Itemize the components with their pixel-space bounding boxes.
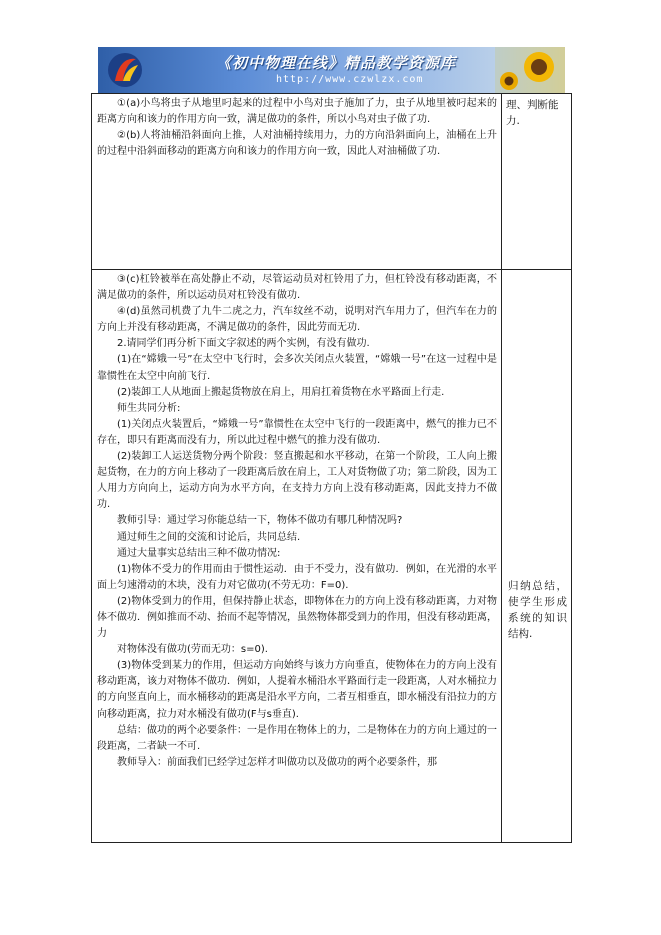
- table-row: [92, 94, 572, 270]
- paragraph: (2)物体受到力的作用，但保持静止状态，即物体在力的方向上没有移动距离，力对物体不做功．例如推而不动、抬而不起等情况，虽然物体都受到力的作用，但没有移动距离，力: [97, 595, 497, 640]
- paragraph: 通过师生之间的交流和讨论后，共同总结.: [117, 531, 301, 543]
- table-row: [92, 270, 572, 843]
- paragraph: ④(d)虽然司机费了九牛二虎之力，汽车纹丝不动，说明对汽车用力了，但汽车在力的方向上并没有移动距离，不满足做功的条件，因此劳而无功.: [97, 306, 497, 334]
- paragraph: ②(b)人将油桶沿斜面向上推，人对油桶持续用力，力的方向沿斜面向上，油桶在上升的过程中沿斜面移动的距离方向和该力的作用方向一致，因此人对油桶做了功.: [97, 130, 497, 158]
- content-cell: [92, 270, 502, 843]
- side-note: 理、判断能力.: [506, 99, 559, 127]
- paragraph: (1)在“嫦娥一号”在太空中飞行时，会多次关闭点火装置，“嫦娥一号”在这一过程中是靠惯性在太空中向前飞行.: [97, 354, 497, 382]
- side-note-cell: [502, 94, 572, 270]
- paragraph: 教师引导：通过学习你能总结一下，物体不做功有哪几种情况吗?: [117, 515, 403, 527]
- paragraph: 2.请同学们再分析下面文字叙述的两个实例，有没有做功.: [117, 338, 370, 350]
- logo-icon: [106, 51, 144, 89]
- banner-title: 《初中物理在线》精品教学资源库: [216, 54, 457, 72]
- paragraph: (1)关闭点火装置后，“嫦娥一号”靠惯性在太空中飞行的一段距离中，燃气的推力已不存在，即只有距离而没有力，所以此过程中燃气的推力没有做功.: [97, 418, 497, 446]
- side-note-cell: [502, 270, 572, 843]
- paragraph: 教师导入：前面我们已经学过怎样才叫做功以及做功的两个必要条件，那: [117, 756, 437, 768]
- side-note-rest: 生形成系统的知识结构.: [508, 596, 567, 640]
- lesson-table: [91, 93, 572, 843]
- paragraph: (3)物体受到某力的作用，但运动方向始终与该力方向垂直，使物体在力的方向上没有移动距离，该力对物体不做功．例如，人提着水桶沿水平路面行走一段距离，人对水桶拉力的方向竖直向上，而水桶移动的距离是沿水平方向，二者互相垂直，即水桶没有沿拉力的方向移动距离，拉力对水桶没有做功(F与s垂直).: [97, 660, 497, 720]
- paragraph: (2)装卸工人运送货物分两个阶段：竖直搬起和水平移动，在第一个阶段，工人向上搬起货物，在力的方向上移动了一段距离后放在肩上，工人对货物做了功；第二阶段，因为工人用力方向向上，运动方向为水平方向，在支持力方向上没有移动距离，因此支持力不做功.: [97, 451, 497, 511]
- banner-url: http://www.czwlzx.com: [276, 74, 424, 85]
- side-note-first: 归纳总结，使学: [508, 580, 567, 608]
- header-banner: [98, 47, 565, 93]
- sunflower-icon: [495, 47, 565, 93]
- side-note: [502, 270, 571, 642]
- paragraph: ①(a)小鸟将虫子从地里叼起来的过程中小鸟对虫子施加了力，虫子从地里被叼起来的距离方向和该力的作用方向一致，满足做功的条件，所以小鸟对虫子做了功.: [97, 98, 497, 126]
- paragraph: 对物体没有做功(劳而无功：s=0).: [117, 644, 268, 656]
- paragraph: 师生共同分析:: [117, 402, 181, 414]
- content-cell: [92, 94, 502, 270]
- paragraph: ③(c)杠铃被举在高处静止不动，尽管运动员对杠铃用了力，但杠铃没有移动距离，不满足做功的条件，所以运动员对杠铃没有做功.: [97, 274, 497, 302]
- paragraph: 通过大量事实总结出三种不做功情况:: [117, 547, 281, 559]
- paragraph: 总结：做功的两个必要条件：一是作用在物体上的力，二是物体在力的方向上通过的一段距离，二者缺一不可.: [97, 724, 497, 752]
- paragraph: (2)装卸工人从地面上搬起货物放在肩上，用肩扛着货物在水平路面上行走.: [117, 386, 445, 398]
- paragraph: (1)物体不受力的作用而由于惯性运动．由于不受力，没有做功．例如，在光滑的水平面上匀速滑动的木块，没有力对它做功(不劳无功：F=0).: [97, 563, 497, 591]
